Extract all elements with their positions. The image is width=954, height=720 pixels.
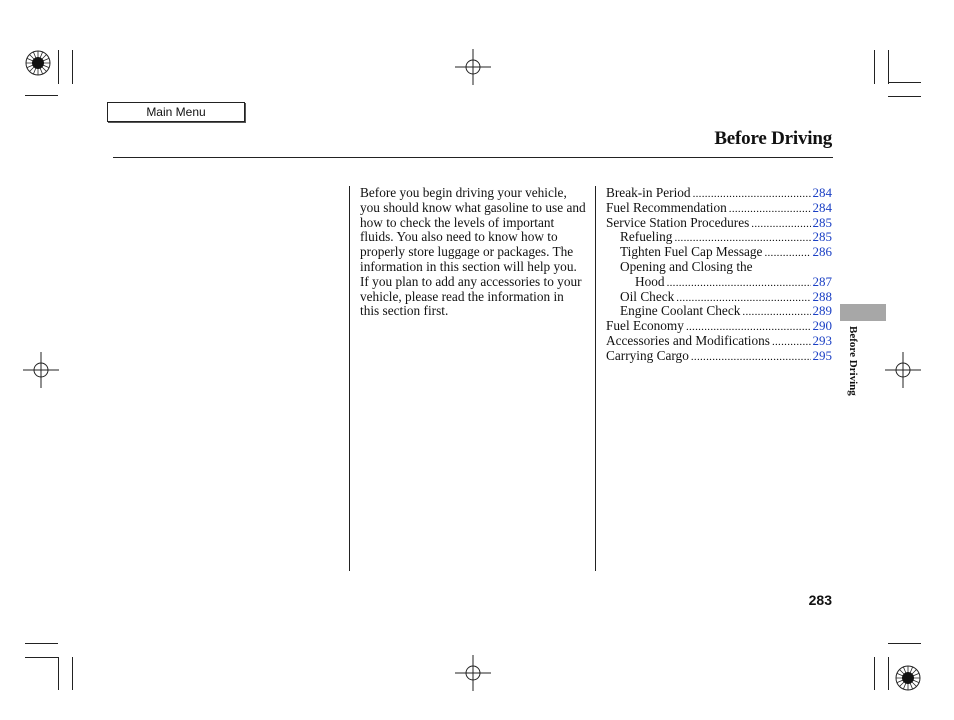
toc-page-link[interactable]: 290 xyxy=(812,318,832,334)
toc-leader-dots xyxy=(667,276,811,291)
crop-mark xyxy=(888,643,921,644)
toc-page-link[interactable]: 288 xyxy=(812,288,832,304)
toc-page-link[interactable]: 284 xyxy=(812,199,832,215)
page-title: Before Driving xyxy=(714,128,832,149)
toc-entry-tighten-fuel-cap-message[interactable] xyxy=(606,245,832,260)
toc-leader-dots xyxy=(751,217,810,232)
toc-entry-carrying-cargo[interactable] xyxy=(606,349,832,364)
toc-entry-label: Carrying Cargo xyxy=(606,347,689,363)
toc-entry-refueling[interactable] xyxy=(606,230,832,245)
toc-entry-label: Service Station Procedures xyxy=(606,214,750,230)
toc-page-link[interactable]: 284 xyxy=(812,185,832,200)
crop-mark xyxy=(888,50,889,84)
toc-page-link[interactable]: 293 xyxy=(812,332,832,348)
crop-mark xyxy=(25,643,58,644)
main-menu-button[interactable]: Main Menu xyxy=(107,102,245,122)
toc-entry-label: Fuel Recommendation xyxy=(606,199,727,215)
toc-entry-label: Opening and Closing the xyxy=(620,258,753,274)
crop-mark xyxy=(25,95,58,96)
crop-mark xyxy=(58,657,59,690)
toc-leader-dots xyxy=(764,246,810,261)
toc-entry-fuel-economy[interactable] xyxy=(606,319,832,334)
crop-mark xyxy=(874,50,875,84)
toc-page-link[interactable]: 287 xyxy=(812,273,832,289)
toc-entry-break-in-period[interactable] xyxy=(606,186,832,201)
toc-page-link[interactable]: 286 xyxy=(812,244,832,260)
toc-page-link[interactable]: 295 xyxy=(812,347,832,363)
toc-entry-label: Engine Coolant Check xyxy=(620,303,741,319)
toc-entry-accessories-and-modifications[interactable] xyxy=(606,334,832,349)
registration-crosshair-icon xyxy=(455,655,491,691)
toc-entry-label: Tighten Fuel Cap Message xyxy=(620,244,763,260)
crop-mark xyxy=(874,657,875,690)
toc-entry-label: Accessories and Modifications xyxy=(606,332,770,348)
table-of-contents xyxy=(606,186,832,364)
toc-entry-label: Fuel Economy xyxy=(606,318,684,334)
crop-mark xyxy=(888,96,921,97)
side-section-label: Before Driving xyxy=(847,326,859,396)
toc-entry-label: Oil Check xyxy=(620,288,675,304)
crop-mark xyxy=(58,50,59,84)
starburst-target-icon xyxy=(895,665,921,691)
section-tab-marker xyxy=(840,304,886,321)
toc-entry-engine-coolant-check[interactable] xyxy=(606,304,832,319)
toc-entry-service-station-procedures[interactable] xyxy=(606,216,832,231)
intro-paragraph: Before you begin driving your vehicle, you should know what gasoline to use and how to check the levels of important fluids. You also need to know how to properly store luggage or packages. The information in this section will help you. If you plan to add any accessories to your vehicle, please read the information in this section first. xyxy=(360,185,586,319)
crop-mark xyxy=(25,657,58,658)
toc-entry-label: Hood xyxy=(635,273,665,289)
crop-mark xyxy=(888,657,889,690)
page-number: 283 xyxy=(808,592,832,608)
toc-entry-opening-and-closing-the-hood[interactable] xyxy=(606,260,832,275)
title-divider xyxy=(113,157,833,158)
toc-page-link[interactable]: 285 xyxy=(812,229,832,245)
toc-page-link[interactable]: 285 xyxy=(812,214,832,230)
toc-page-link[interactable]: 289 xyxy=(812,303,832,319)
toc-entry-hood[interactable] xyxy=(606,275,832,290)
toc-leader-dots xyxy=(742,305,810,320)
toc-leader-dots xyxy=(691,350,811,365)
crop-mark xyxy=(888,82,921,83)
registration-crosshair-icon xyxy=(885,352,921,388)
toc-entry-fuel-recommendation[interactable] xyxy=(606,201,832,216)
crop-mark xyxy=(72,657,73,690)
column-divider xyxy=(349,186,350,571)
registration-crosshair-icon xyxy=(23,352,59,388)
toc-leader-dots xyxy=(772,335,811,350)
crop-mark xyxy=(72,50,73,84)
toc-entry-label: Refueling xyxy=(620,229,673,245)
column-divider xyxy=(595,186,596,571)
toc-entry-oil-check[interactable] xyxy=(606,290,832,305)
toc-entry-label: Break-in Period xyxy=(606,185,691,200)
registration-crosshair-icon xyxy=(455,49,491,85)
starburst-target-icon xyxy=(25,50,51,76)
